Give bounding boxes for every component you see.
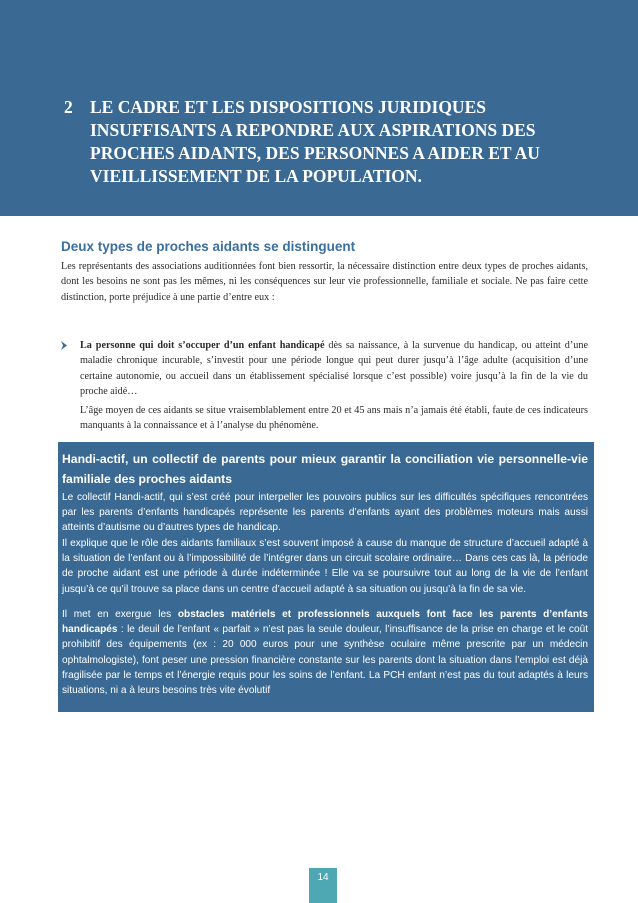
callout-p3-start: Il met en exergue les xyxy=(62,609,178,620)
callout-paragraph-1: Le collectif Handi-actif, qui s’est créé pour interpeller les pouvoirs publics sur les difficultés spécifiques rencontrées par les parents d’enfants handicapés représente les parents d’enfants ayant des problèmes moteurs mais aussi atteints d’autisme ou d’autres types de handicap. xyxy=(62,492,588,534)
bullet-bold-text: La personne qui doit s’occuper d’un enfant handicapé xyxy=(80,340,325,351)
bullet-rest-text: dès sa naissance, à la survenue du handicap, ou atteint d’une maladie chronique incurable, s’investit pour une période longue qui peut durer jusqu’à l’âge adulte (acquisition d’une certaine autonomie, ou accueil dans un établissement spécialisé lorsque c’est possible) voire jusqu’à la fin de la vie du proche aidé… xyxy=(80,340,588,398)
callout-title: Handi-actif, un collectif de parents pour mieux garantir la conciliation vie personnelle-vie familiale des proches aidants xyxy=(62,452,588,486)
callout-paragraph-3 xyxy=(62,607,588,698)
page-number: 14 xyxy=(309,868,337,903)
section-title: Deux types de proches aidants se distinguent xyxy=(61,239,356,254)
followup-paragraph: L’âge moyen de ces aidants se situe vraisemblablement entre 20 et 45 ans mais n’a jamais été établi, faute de ces indicateurs manquants à la connaissance et à l’analyse du phénomène. xyxy=(80,405,588,432)
callout-p3-bold: obstacles matériels et professionnels auxquels font face les parents d’enfants handicapés xyxy=(62,609,588,636)
callout-p3-rest: : le deuil de l’enfant « parfait » n’est pas la seule douleur, l’insuffisance de la prise en charge et le coût prohibitif des équipements (ex : 20 000 euros pour une synthèse oculaire même prescrite par un médecin ophtalmologiste), font peser une pression financière constante sur les parents dont la situation dans l’emploi est déjà fragilisée par le temps et l’énergie requis pour les soins de l’enfant. La PCH enfant n’est pas du tout adaptés à leurs situations, ni a à leurs besoins très vite évolutif xyxy=(62,624,588,697)
bullet-text xyxy=(80,338,588,400)
chapter-title: LE CADRE ET LES DISPOSITIONS JURIDIQUES INSUFFISANTS A REPONDRE AUX ASPIRATIONS DES PROCHES AIDANTS, DES PERSONNES A AIDER ET AU VIEILLISSEMENT DE LA POPULATION. xyxy=(90,97,540,186)
callout-paragraph-2: Il explique que le rôle des aidants familiaux s’est souvent imposé à cause du manque de structure d’accueil adapté à la situation de l’enfant ou à l’impossibilité de l’intégrer dans un circuit scolaire ordinaire… Dans ces cas là, la période de proche aidant est une période à durée indéterminée ! Elle va se poursuivre tout au long de la vie de l’enfant jusqu’à ce qu’il trouve sa place dans un centre d’accueil adapté à sa situation ou jusqu’à la fin de sa vie. xyxy=(62,538,588,595)
intro-paragraph: Les représentants des associations auditionnées font bien ressortir, la nécessaire distinction entre deux types de proches aidants, dont les besoins ne sont pas les mêmes, ni les conséquences sur leur vie professionnelle, familiale et sociale. Ne pas faire cette distinction, porte préjudice à une partie d’entre eux : xyxy=(61,261,588,303)
chapter-number: 2 xyxy=(64,97,73,117)
bullet-arrow-icon xyxy=(61,341,67,350)
